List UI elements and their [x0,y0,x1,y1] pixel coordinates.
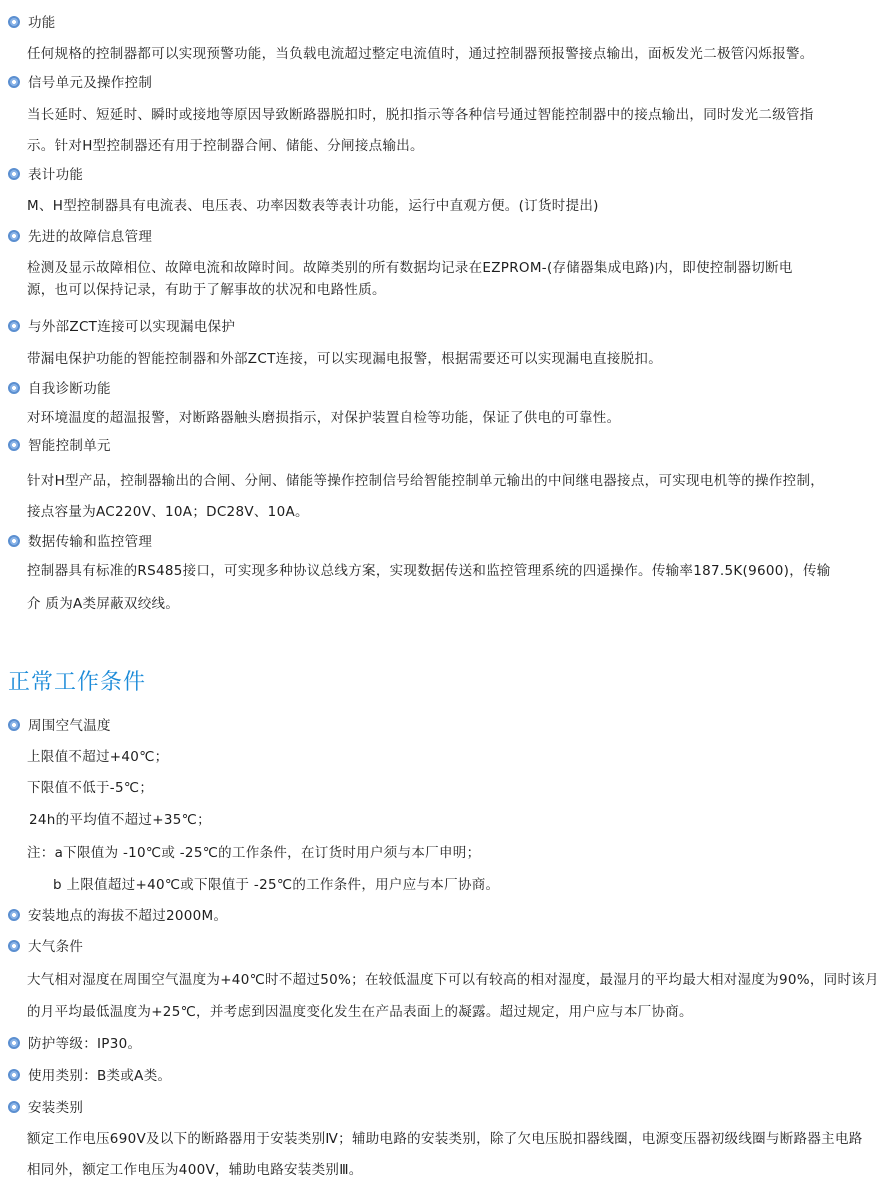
bullet-icon [8,439,20,451]
feature-text: 带漏电保护功能的智能控制器和外部ZCT连接，可以实现漏电报警，根据需要还可以实现漏电直接脱扣。 [27,351,663,367]
feature-text: 控制器具有标准的RS485接口，可实现多种协议总线方案，实现数据传送和监控管理系统的四遥操作。传输率187.5K(9600)，传输 [27,563,831,579]
condition-text: 的月平均最低温度为+25℃，并考虑到因温度变化发生在产品表面上的凝露。超过规定，用户应与本厂协商。 [27,1004,693,1020]
condition-text: 24h的平均值不超过+35℃； [29,812,211,828]
bullet-icon [8,76,20,88]
condition-text: 大气相对湿度在周围空气温度为+40℃时不超过50%；在较低温度下可以有较高的相对湿度，最湿月的平均最大相对湿度为90%，同时该月 [27,972,879,988]
bullet-icon [8,320,20,332]
feature-heading-function: 功能 [8,14,56,32]
condition-heading-usage-category: 使用类别：B类或A类。 [8,1067,171,1085]
bullet-icon [8,1069,20,1081]
section-title: 正常工作条件 [8,670,147,695]
feature-heading-data-transfer: 数据传输和监控管理 [8,533,152,551]
condition-text: 额定工作电压690V及以下的断路器用于安装类别Ⅳ；辅助电路的安装类别，除了欠电压脱扣器线圈，电源变压器初级线圈与断路器主电路 [27,1131,863,1147]
feature-heading-zct: 与外部ZCT连接可以实现漏电保护 [8,318,235,336]
condition-heading-altitude: 安装地点的海拔不超过2000M。 [8,907,227,925]
bullet-icon [8,940,20,952]
bullet-icon [8,382,20,394]
bullet-icon [8,16,20,28]
bullet-icon [8,1037,20,1049]
condition-text: 下限值不低于-5℃； [27,780,154,796]
condition-heading-protection: 防护等级：IP30。 [8,1035,141,1053]
feature-heading-self-diagnosis: 自我诊断功能 [8,380,111,398]
bullet-icon [8,1101,20,1113]
bullet-icon [8,909,20,921]
feature-heading-meter: 表计功能 [8,166,83,184]
feature-text: 源，也可以保持记录，有助于了解事故的状况和电路性质。 [27,282,386,298]
condition-note: 注：a下限值为 -10℃或 -25℃的工作条件，在订货时用户须与本厂申明； [27,845,481,861]
condition-heading-air-temperature: 周围空气温度 [8,717,111,735]
bullet-icon [8,535,20,547]
feature-text: 对环境温度的超温报警，对断路器触头磨损指示，对保护装置自检等功能，保证了供电的可靠性。 [27,410,621,426]
feature-heading-smart-control: 智能控制单元 [8,437,111,455]
feature-text: 介 质为A类屏蔽双绞线。 [27,596,180,612]
condition-heading-installation-category: 安装类别 [8,1099,83,1117]
condition-heading-atmosphere: 大气条件 [8,938,83,956]
feature-text: 接点容量为AC220V、10A；DC28V、10A。 [27,504,309,520]
feature-text: M、H型控制器具有电流表、电压表、功率因数表等表计功能，运行中直观方便。(订货时提出) [27,198,599,214]
feature-text: 当长延时、短延时、瞬时或接地等原因导致断路器脱扣时，脱扣指示等各种信号通过智能控制器中的接点输出，同时发光二级管指 [27,107,814,123]
bullet-icon [8,230,20,242]
feature-text: 检测及显示故障相位、故障电流和故障时间。故障类别的所有数据均记录在EZPROM-(存储器集成电路)内，即使控制器切断电 [27,260,793,276]
feature-heading-signal-unit: 信号单元及操作控制 [8,74,152,92]
condition-text: 上限值不超过+40℃； [27,749,169,765]
bullet-icon [8,719,20,731]
condition-text: 相同外，额定工作电压为400V，辅助电路安装类别Ⅲ。 [27,1162,363,1178]
feature-heading-fault-info: 先进的故障信息管理 [8,228,152,246]
condition-note: b 上限值超过+40℃或下限值于 -25℃的工作条件，用户应与本厂协商。 [53,877,500,893]
feature-text: 任何规格的控制器都可以实现预警功能，当负载电流超过整定电流值时，通过控制器预报警接点输出，面板发光二极管闪烁报警。 [27,46,814,62]
feature-text: 针对H型产品，控制器输出的合闸、分闸、储能等操作控制信号给智能控制单元输出的中间继电器接点，可实现电机等的操作控制， [27,473,825,489]
feature-text: 示。针对H型控制器还有用于控制器合闸、储能、分闸接点输出。 [27,138,424,154]
bullet-icon [8,168,20,180]
